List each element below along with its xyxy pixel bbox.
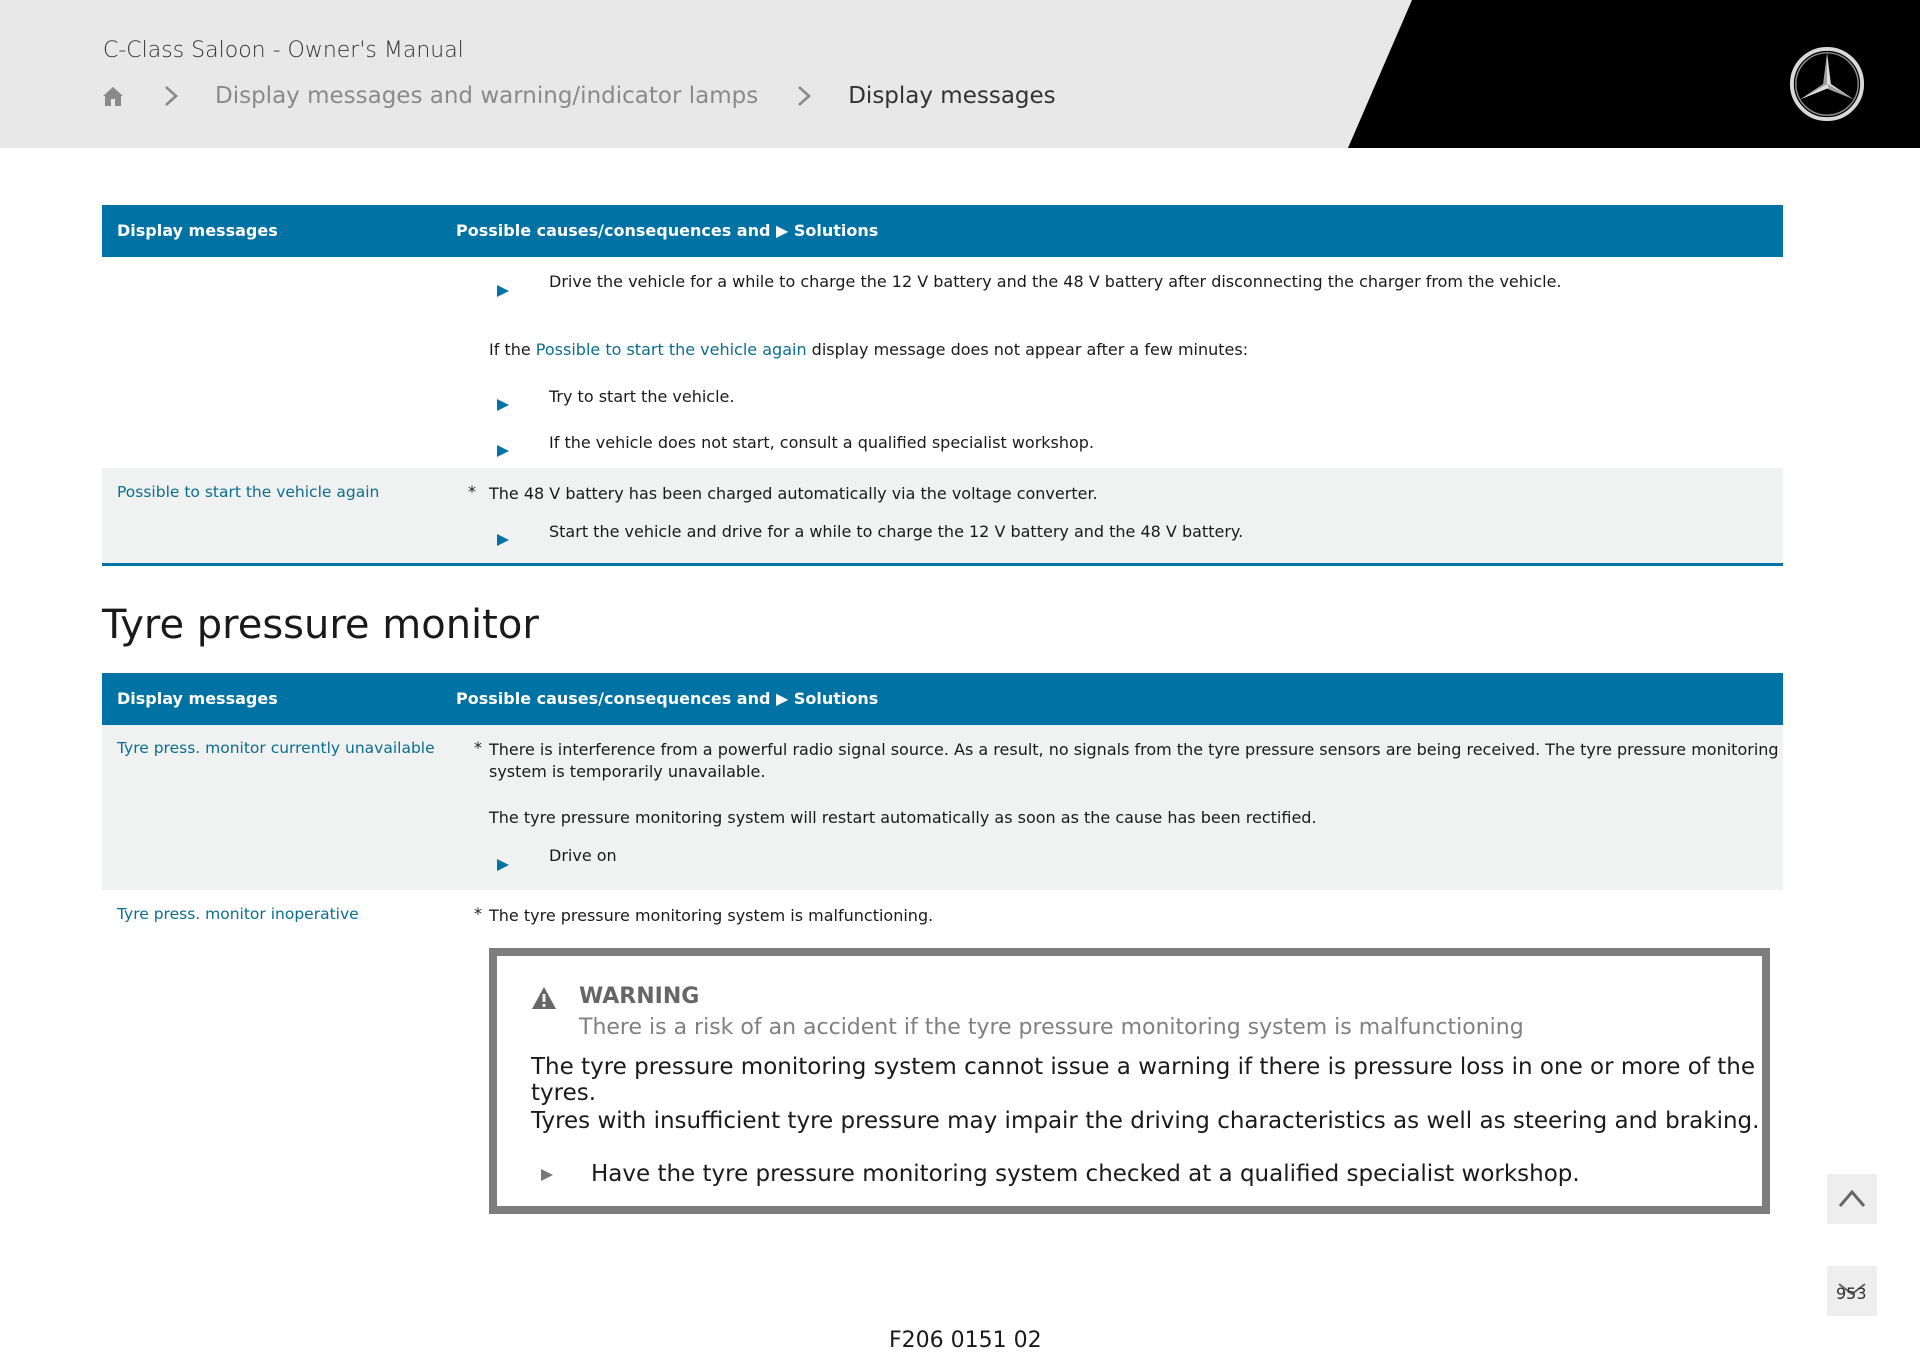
- warning-solution-text: Have the tyre pressure monitoring system checked at a qualified specialist workshop.: [591, 1161, 1580, 1187]
- warning-title: WARNING: [579, 984, 700, 1009]
- table-row: Possible to start the vehicle again * The 48 V battery has been charged automatically via the voltage converter. Start the vehicle and drive for a while to charge the 12 V battery and the 48 V battery.: [102, 468, 1783, 566]
- chevron-right-icon: [161, 84, 181, 108]
- warning-text: Tyres with insufficient tyre pressure may impair the driving characteristics as well as steering and braking.: [531, 1108, 1760, 1134]
- note-text: The tyre pressure monitoring system will restart automatically as soon as the cause has been rectified.: [489, 808, 1317, 827]
- chevron-up-icon: [1837, 1186, 1867, 1210]
- inline-message-link[interactable]: Possible to start the vehicle again: [535, 340, 807, 359]
- warning-text: The tyre pressure monitoring system cannot issue a warning if there is pressure loss in one or more of the tyres.: [531, 1054, 1755, 1106]
- mercedes-star-logo: [1788, 45, 1866, 123]
- column-header-causes: Possible causes/consequences and ▶ Solutions: [456, 689, 879, 708]
- solution-arrow-icon: [496, 533, 510, 547]
- display-message-name[interactable]: Tyre press. monitor inoperative: [117, 905, 359, 923]
- warning-triangle-icon: [531, 986, 557, 1010]
- scroll-to-top-button[interactable]: [1827, 1174, 1877, 1224]
- section-title: Tyre pressure monitor: [102, 602, 539, 648]
- solution-arrow-icon: [496, 858, 510, 872]
- solution-arrow-icon: [496, 398, 510, 412]
- cause-text: The 48 V battery has been charged automatically via the voltage converter.: [489, 484, 1098, 503]
- display-messages-table-2: [102, 673, 1783, 950]
- solution-text: Drive the vehicle for a while to charge the 12 V battery and the 48 V battery after disconnecting the charger from the vehicle.: [549, 272, 1562, 291]
- solution-arrow-icon: [496, 444, 510, 458]
- solution-text: If the vehicle does not start, consult a qualified specialist workshop.: [549, 433, 1095, 452]
- warning-box: [489, 948, 1770, 1214]
- solution-arrow-icon: [540, 1168, 554, 1182]
- table-row: Tyre press. monitor inoperative * The tyre pressure monitoring system is malfunctioning.: [117, 904, 934, 925]
- condition-text: If the Possible to start the vehicle again display message does not appear after a few minutes:: [489, 340, 1249, 359]
- display-message-name[interactable]: Tyre press. monitor currently unavailable: [117, 739, 435, 757]
- chevron-right-icon: [794, 84, 814, 108]
- cause-text: The tyre pressure monitoring system is malfunctioning.: [489, 906, 934, 925]
- column-header-messages: Display messages: [117, 689, 278, 708]
- solution-text: Drive on: [549, 846, 617, 865]
- manual-title: C-Class Saloon - Owner's Manual: [103, 38, 464, 63]
- column-header-causes: Possible causes/consequences and ▶ Solutions: [456, 221, 879, 240]
- breadcrumb-parent-link[interactable]: Display messages and warning/indicator lamps: [215, 83, 759, 109]
- table-header: [102, 673, 1783, 725]
- warning-subtitle: There is a risk of an accident if the tyre pressure monitoring system is malfunctioning: [579, 1015, 1524, 1040]
- table-header: [102, 205, 1783, 257]
- breadcrumb: [101, 80, 1056, 112]
- cause-text: There is interference from a powerful radio signal source. As a result, no signals from the tyre pressure sensors are being received. The tyre pressure monitoring: [489, 740, 1779, 759]
- table-row: [102, 257, 1783, 468]
- cause-text: system is temporarily unavailable.: [489, 762, 766, 781]
- footer-image-code: F206 0151 02: [889, 1328, 1042, 1353]
- table-row: Tyre press. monitor currently unavailable * There is interference from a powerful radio signal source. As a result, no signals from the tyre pressure sensors are being received. The tyre pressure monitoring system is temporarily unavailable. The tyre pressure monitoring system will restart automatically as soon as the cause has been rectified. Drive on: [102, 725, 1783, 890]
- solution-text: Try to start the vehicle.: [549, 387, 735, 406]
- solution-text: Start the vehicle and drive for a while to charge the 12 V battery and the 48 V battery.: [549, 522, 1244, 541]
- solution-arrow-icon: [496, 284, 510, 298]
- home-icon[interactable]: [101, 84, 125, 108]
- display-messages-table-1: [102, 205, 1783, 566]
- breadcrumb-current: Display messages: [848, 83, 1056, 109]
- column-header-messages: Display messages: [117, 221, 278, 240]
- display-message-name[interactable]: Possible to start the vehicle again: [117, 483, 380, 501]
- page-number: 953: [1836, 1284, 1867, 1303]
